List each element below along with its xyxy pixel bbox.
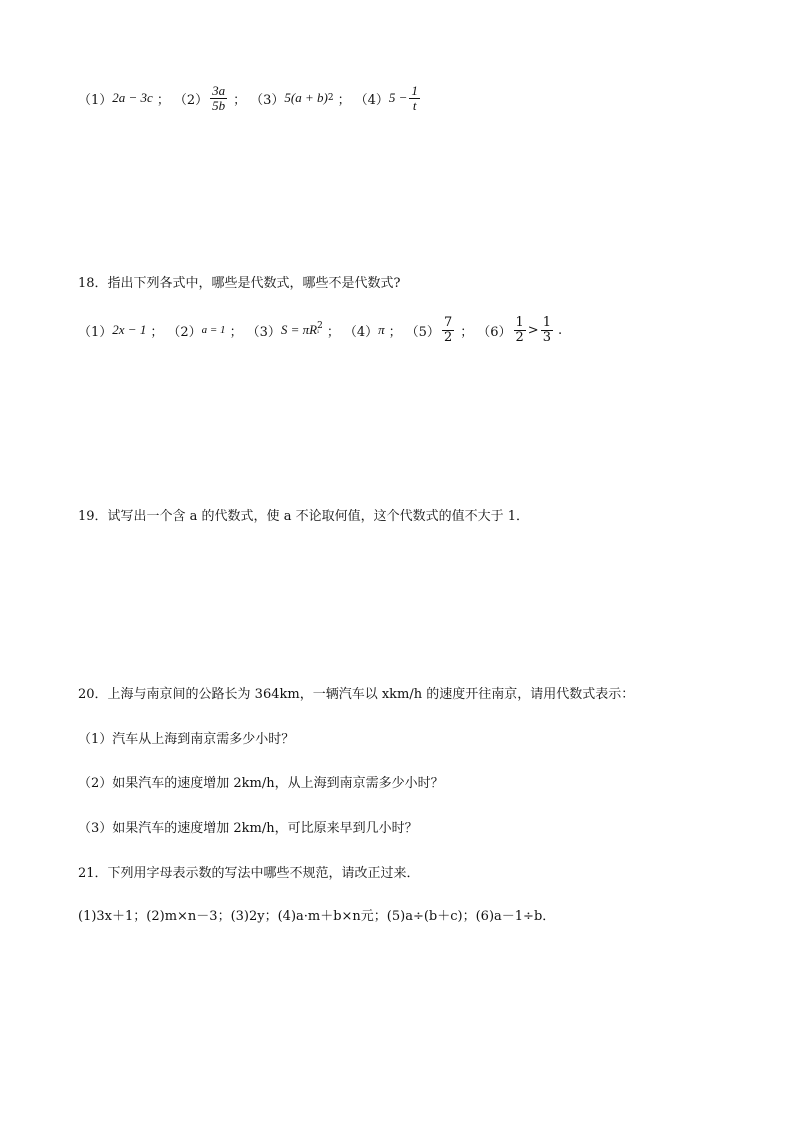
q17-label-4: （4） [354, 92, 389, 108]
q18-fraction-5 [442, 316, 454, 344]
q21-items: (1)3x＋1；(2)m×n－3；(3)2y；(4)a·m＋b×n元；(5)a÷(b＋c)；(6)a－1÷b． [78, 909, 556, 924]
q18-expr-4: π [378, 322, 385, 337]
q17-expr-4: 5 − [388, 90, 408, 105]
q18-title: 18．指出下列各式中，哪些是代数式，哪些不是代数式? [78, 276, 401, 291]
q17-frac2-den: 5b [212, 97, 226, 113]
q17-frac4-num: 1 [411, 82, 418, 98]
q18-frac6a-den: 2 [515, 329, 524, 345]
q18-frac6b-den: 3 [542, 329, 551, 345]
q18-expr-3: S = πR [280, 322, 318, 337]
q17-expr-3-sup: 2 [327, 93, 334, 103]
q18-frac6b-num: 1 [542, 314, 551, 330]
q17-sep: ； [233, 92, 247, 108]
q18-frac6a-num: 1 [515, 314, 524, 330]
q18-items: （1） 2x − 1 ； （2） a = 1 ； （3） S = πR 2 ⁱ ； （4） π ； （5） $\frac{7}{2}$ ； （6） $\frac{1}{2}$ > $\frac{1}{3}$ . [78, 314, 563, 345]
q18-expr-1: 2x − 1 [112, 322, 147, 337]
q17-label-1: （1） [78, 92, 113, 108]
q18-expr-3-sup: 2 [317, 320, 323, 331]
q18-end: . [557, 322, 563, 338]
q17-sep: ； [337, 92, 351, 108]
q18-label-4: （4） [343, 324, 379, 340]
q20-sub1: （1）汽车从上海到南京需多少小时？ [78, 732, 295, 747]
q18-fraction-6a [514, 316, 526, 344]
q19-title: 19．试写出一个含 a 的代数式，使 a 不论取何值，这个代数式的值不大于 1． [78, 509, 529, 524]
q18-frac5-num: 7 [443, 314, 453, 330]
q18-label-2: （2） [167, 324, 202, 340]
q17-frac4-den: t [412, 97, 417, 113]
q17-fraction-4 [409, 84, 420, 112]
q17-sep: ； [156, 92, 170, 108]
q20-title: 20．上海与南京间的公路长为 364km，一辆汽车以 xkm/h 的速度开往南京，请用代数式表示： [78, 687, 635, 702]
q18-relation: > [527, 322, 539, 338]
q18-frac5-den: 2 [443, 329, 453, 345]
q20-sub3: （3）如果汽车的速度增加 2km/h，可比原来早到几小时？ [78, 821, 418, 836]
q17-expr-1: 2a − 3c [112, 90, 153, 105]
q18-label-1: （1） [78, 324, 113, 340]
q18-fraction-6b [541, 316, 553, 344]
q17-label-3: （3） [250, 92, 285, 108]
q18-expr-3-sub: ⁱ [317, 329, 319, 339]
q20-sub2: （2）如果汽车的速度增加 2km/h，从上海到南京需多少小时？ [78, 776, 444, 791]
q17-label-2: （2） [173, 92, 209, 108]
q18-label-3: （3） [246, 324, 281, 340]
q17-expr-3: 5(a + b) [284, 90, 328, 105]
q17-fraction-2 [210, 84, 227, 112]
q17-frac2-num: 3a [212, 82, 226, 98]
q18-expr-2: a = 1 [201, 324, 226, 336]
q18-label-6: （6） [477, 324, 512, 340]
q18-label-5: （5） [405, 324, 440, 340]
q17-items [78, 80, 422, 116]
q21-title: 21．下列用字母表示数的写法中哪些不规范，请改正过来． [78, 866, 420, 881]
